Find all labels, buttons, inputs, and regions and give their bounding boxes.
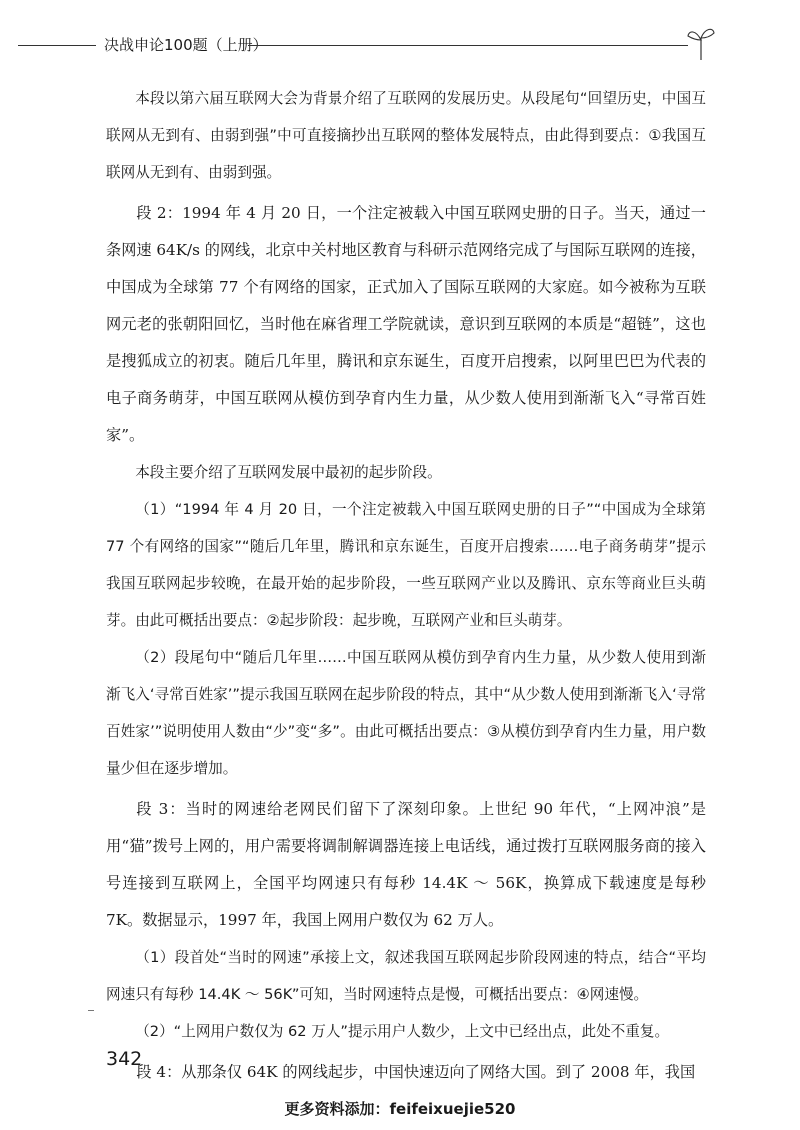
footer-note: 更多资料添加：feifeixuejie520 xyxy=(284,1100,516,1118)
analysis-paragraph: （2）段尾句中“随后几年里……中国互联网从模仿到孕育内生力量，从少数人使用到渐渐飞入‘寻常百姓家’”提示我国互联网在起步阶段的特点，其中“从少数人使用到渐渐飞入‘寻常百姓家’”说明使用人数由“少”变“多”。由此可概括出要点：③从模仿到孕育内生力量，用户数量少但在逐步增加。 xyxy=(106,649,706,777)
analysis-paragraph: （1）“1994 年 4 月 20 日，一个注定被载入中国互联网史册的日子”“中国成为全球第 77 个有网络的国家”“随后几年里，腾讯和京东诞生，百度开启搜索……电子商务萌芽”提示我国互联网起步较晚，在最开始的起步阶段，一些互联网产业以及腾讯、京东等商业巨头萌芽。由此可概括出要点：②起步阶段：起步晚，互联网产业和巨头萌芽。 xyxy=(106,501,706,629)
sprout-icon xyxy=(686,22,716,62)
source-paragraph: 段 3：当时的网速给老网民们留下了深刻印象。上世纪 90 年代，“上网冲浪”是用“猫”拨号上网的，用户需要将调制解调器连接上电话线，通过拨打互联网服务商的接入号连接到互联网上，全国平均网速只有每秒 14.4K ～ 56K，换算成下载速度是每秒 7K。数据显示，1997 年，我国上网用户数仅为 62 万人。 xyxy=(106,800,706,929)
source-paragraph: 段 4：从那条仅 64K 的网线起步，中国快速迈向了网络大国。到了 2008 年，我国 xyxy=(136,1063,696,1081)
analysis-paragraph: （2）“上网用户数仅为 62 万人”提示用户人数少，上文中已经出点，此处不重复。 xyxy=(135,1023,670,1040)
analysis-paragraph: 本段主要介绍了互联网发展中最初的起步阶段。 xyxy=(135,464,442,481)
header-rule-right xyxy=(248,45,688,46)
running-header xyxy=(18,34,718,58)
analysis-paragraph: 本段以第六届互联网大会为背景介绍了互联网的发展历史。从段尾句“回望历史，中国互联网从无到有、由弱到强”中可直接摘抄出互联网的整体发展特点，由此得到要点：①我国互联网从无到有、由弱到强。 xyxy=(106,90,706,181)
page-body xyxy=(106,80,706,1091)
margin-mark xyxy=(88,1010,94,1011)
page-number: 342 xyxy=(106,1048,143,1070)
source-paragraph: 段 2：1994 年 4 月 20 日，一个注定被载入中国互联网史册的日子。当天，通过一条网速 64K/s 的网线，北京中关村地区教育与科研示范网络完成了与国际互联网的连接，中国成为全球第 77 个有网络的国家，正式加入了国际互联网的大家庭。如今被称为互联网元老的张朝阳回忆，当时他在麻省理工学院就读，意识到互联网的本质是“超链”，这也是搜狐成立的初衷。随后几年里，腾讯和京东诞生，百度开启搜索，以阿里巴巴为代表的电子商务萌芽，中国互联网从模仿到孕育内生力量，从少数人使用到渐渐飞入“寻常百姓家”。 xyxy=(106,204,706,444)
header-rule-left xyxy=(18,45,96,46)
analysis-paragraph: （1）段首处“当时的网速”承接上文，叙述我国互联网起步阶段网速的特点，结合“平均网速只有每秒 14.4K ～ 56K”可知，当时网速特点是慢，可概括出要点：④网速慢。 xyxy=(106,949,706,1003)
book-title: 决战申论100题（上册） xyxy=(104,36,268,54)
